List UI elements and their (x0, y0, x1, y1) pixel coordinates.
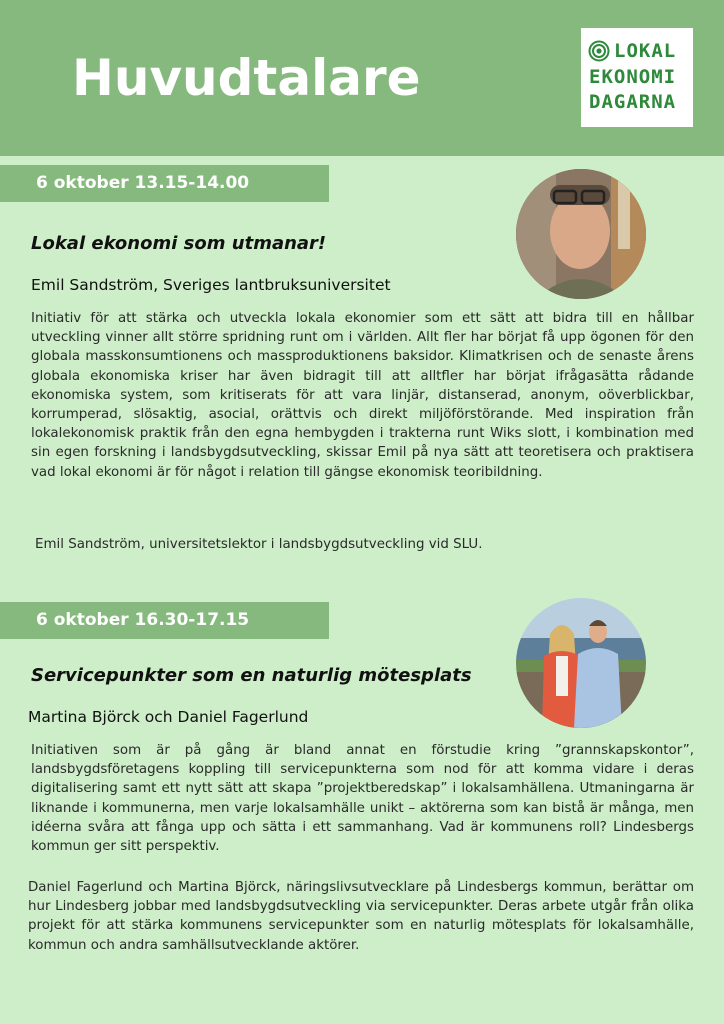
session-1-bio: Emil Sandström, universitetslektor i landsbygdsutveckling vid SLU. (35, 537, 483, 552)
session-2-date: 6 oktober 16.30-17.15 (0, 602, 329, 639)
session-2-speaker: Martina Björck och Daniel Fagerlund (28, 708, 309, 726)
logo (581, 28, 693, 127)
session-1-date: 6 oktober 13.15-14.00 (0, 165, 329, 202)
page-title: Huvudtalare (72, 49, 421, 107)
header-banner (0, 0, 724, 156)
speakers-photo-martina-daniel (516, 598, 646, 728)
speaker-photo-emil (516, 169, 646, 299)
session-1-speaker: Emil Sandström, Sveriges lantbruksuniversitet (31, 276, 391, 294)
session-1-title: Lokal ekonomi som utmanar! (31, 233, 327, 254)
session-2-bio: Daniel Fagerlund och Martina Björck, näringslivsutvecklare på Lindesbergs kommun, berättar om hur Lindesberg jobbar med landsbygdsutveckling via servicepunkter. Deras arbete utgår från olika projekt för att stärka kommunens servicepunkter som en naturlig mötesplats för lokalsamhälle, kommun och andra samhällsutvecklande aktörer. (28, 880, 694, 953)
session-2-description: Initiativen som är på gång är bland annat en förstudie kring ”grannskapskontor”, landsbygdsföretagens koppling till servicepunkterna som nod för att komma vidare i deras digitalisering samt ett nytt sätt att skapa ”projektberedskap” i lokalsamhällena. Utmaningarna är liknande i kommunerna, men varje lokalsamhälle unikt – aktörerna som kan bistå är många, men idéerna svåra att fånga upp och sätta i ett sammanhang. Vad är kommunens roll? Lindesbergs kommun ger sitt perspektiv. (31, 743, 694, 855)
session-1-description: Initiativ för att stärka och utveckla lokala ekonomier som ett sätt att bidra till en hållbar utveckling vinner allt större spridning runt om i världen. Allt fler har börjat få upp ögonen för den globala masskonsumtionens och massproduktionens baksidor. Klimatkrisen och de senaste årens globala ekonomiska kriser har även bidragit till att alltfler har börjat ifrågasätta rådande ekonomiska system, som kritiserats för att vara linjär, distanserad, anonym, oöverblickbar, korrumperad, slösaktig, asocial, orättvis och direkt miljöförstörande. Med inspiration från lokalekonomisk praktik från den egna hembygden i trakterna runt Wiks slott, i kombination med sin egen forskning i landsbygdsutveckling, skissar Emil på nya sätt att teoretisera och praktisera vad lokal ekonomi är för något i relation till gängse ekonomisk teoribildning. (31, 311, 694, 480)
session-2-title: Servicepunkter som en naturlig mötesplats (31, 665, 472, 686)
logo-line-1: LOKAL (614, 40, 677, 62)
spiral-logo-icon (588, 40, 610, 62)
logo-line-3: DAGARNA (589, 91, 677, 113)
logo-line-2: EKONOMI (589, 66, 677, 88)
